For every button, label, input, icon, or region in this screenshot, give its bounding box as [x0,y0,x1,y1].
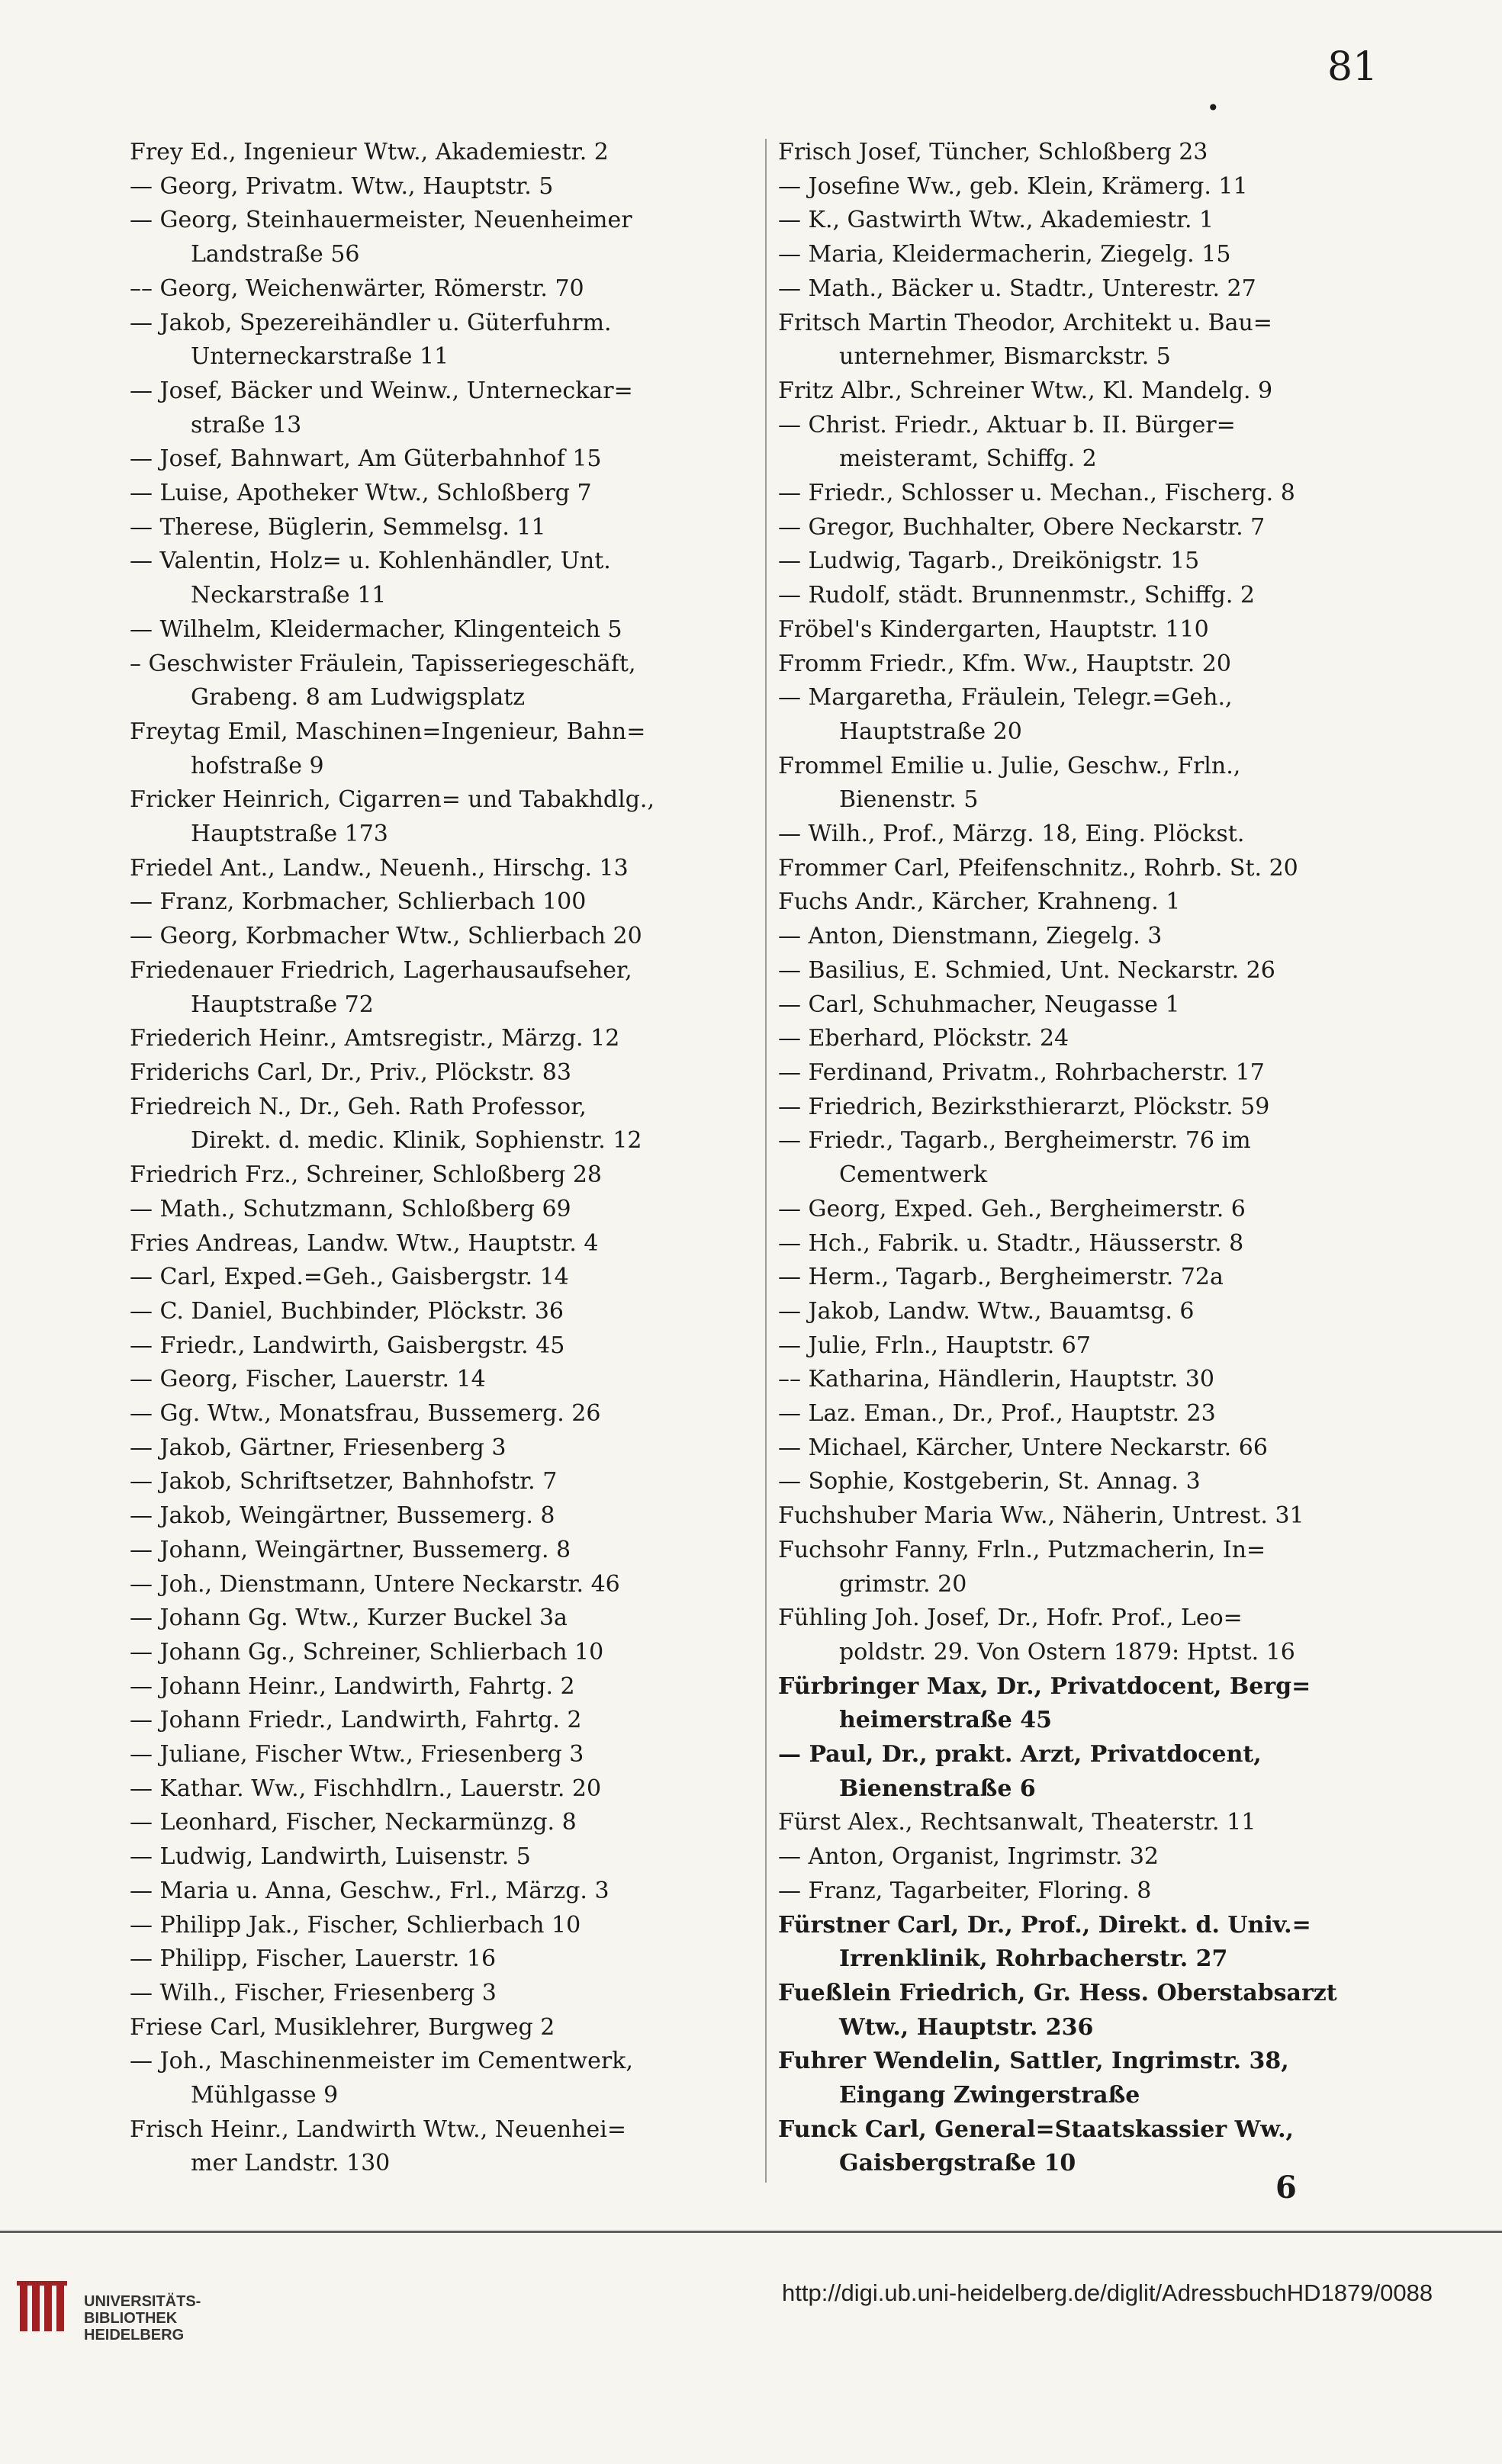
entry-line: –– Georg, Weichenwärter, Römerstr. 70 [130,275,584,302]
entry-line: Friederich Heinr., Amtsregistr., Märzg. 12 [130,1025,620,1052]
directory-entry [130,1875,763,1909]
entry-line: — Therese, Büglerin, Semmelsg. 11 [130,513,546,541]
entry-line: — Anton, Organist, Ingrimstr. 32 [778,1843,1159,1871]
source-url[interactable]: http://digi.ub.uni-heidelberg.de/diglit/AdressbuchHD1879/0088 [782,2279,1433,2306]
entry-line: Frommel Emilie u. Julie, Geschw., Frln., [778,752,1241,779]
directory-entry [778,1840,1423,1875]
directory-entry [130,852,763,886]
directory-entry [778,920,1423,954]
directory-entry [130,954,763,1022]
entry-line: Fromm Friedr., Kfm. Ww., Hauptstr. 20 [778,650,1231,677]
directory-entry [130,920,763,954]
directory-entry [778,204,1423,238]
directory-entry [130,1295,763,1329]
directory-entry [130,477,763,511]
entry-continuation-line: Gaisbergstraße 10 [839,2150,1076,2177]
entry-continuation-line: Cementwerk [839,1161,988,1189]
footer [0,2231,1502,2464]
entry-line: — Georg, Korbmacher Wtw., Schlierbach 20 [130,923,642,950]
entry-line: — Friedr., Tagarb., Bergheimerstr. 76 im [778,1127,1251,1155]
directory-entry [130,1261,763,1295]
entry-line: — Basilius, E. Schmied, Unt. Neckarstr. 26 [778,956,1275,984]
entry-line: — Margaretha, Fräulein, Telegr.=Geh., [778,684,1233,712]
entry-line: — Juliane, Fischer Wtw., Friesenberg 3 [130,1741,584,1768]
entry-line: Funck Carl, General=Staatskassier Ww., [778,2115,1294,2143]
directory-entry [130,442,763,477]
entry-line: — Kathar. Ww., Fischhdlrn., Lauerstr. 20 [130,1775,602,1802]
entry-continuation-line: Direkt. d. medic. Klinik, Sophienstr. 12 [191,1127,642,1155]
entry-line: — Math., Bäcker u. Stadtr., Unterestr. 27 [778,275,1256,302]
entry-line: Frisch Josef, Tüncher, Schloßberg 23 [778,139,1208,165]
entry-line: — Jakob, Weingärtner, Bussemerg. 8 [130,1502,555,1530]
entry-line: — Hch., Fabrik. u. Stadtr., Häusserstr. 8 [778,1229,1244,1257]
directory-entry [778,1022,1423,1056]
entry-line: — Wilhelm, Kleidermacher, Klingenteich 5 [130,615,622,643]
entry-line: — Gregor, Buchhalter, Obere Neckarstr. 7 [778,513,1266,541]
entry-line: Friderichs Carl, Dr., Priv., Plöckstr. 83 [130,1059,571,1086]
directory-entry [130,1636,763,1670]
directory-entry [130,1534,763,1568]
entry-line: — Georg, Fischer, Lauerstr. 14 [130,1366,486,1393]
entry-continuation-line: Irrenklinik, Rohrbacherstr. 27 [839,1945,1228,1973]
directory-entry [778,1806,1423,1840]
entry-line: — Josef, Bäcker und Weinw., Unterneckar= [130,377,633,404]
entry-line: — Friedrich, Bezirksthierarzt, Plöckstr. 59 [778,1093,1270,1120]
directory-entry [778,1295,1423,1329]
entry-line: Fühling Joh. Josef, Dr., Hofr. Prof., Leo= [778,1605,1243,1632]
entry-line: — Ludwig, Landwirth, Luisenstr. 5 [130,1843,531,1871]
directory-entry [130,1465,763,1499]
entry-line: — Maria u. Anna, Geschw., Frl., Märzg. 3 [130,1877,609,1904]
directory-entry [778,885,1423,920]
entry-line: — Ludwig, Tagarb., Dreikönigstr. 15 [778,548,1200,575]
entry-line: — Georg, Steinhauermeister, Neuenheimer [130,207,632,234]
entry-line: — Johann Gg., Schreiner, Schlierbach 10 [130,1638,604,1666]
entry-line: — Math., Schutzmann, Schloßberg 69 [130,1195,571,1222]
directory-entry [778,1499,1423,1534]
directory-entry [130,204,763,271]
entry-line: — Leonhard, Fischer, Neckarmünzg. 8 [130,1809,577,1836]
directory-entry [778,1397,1423,1431]
entry-line: Fuchshuber Maria Ww., Näherin, Untrest. 31 [778,1502,1304,1530]
directory-entry [130,1568,763,1602]
directory-entry [130,1601,763,1636]
entry-line: — Eberhard, Plöckstr. 24 [778,1025,1069,1052]
directory-entry [130,613,763,647]
library-name-line3: HEIDELBERG [84,2327,185,2344]
entry-line: — Wilh., Fischer, Friesenberg 3 [130,1979,497,2006]
entry-continuation-line: Eingang Zwingerstraße [839,2082,1140,2109]
directory-entry [130,1738,763,1772]
directory-entry [130,1977,763,2011]
directory-entry [130,783,763,851]
entry-continuation-line: mer Landstr. 130 [191,2150,391,2177]
directory-entry [778,1909,1423,1977]
entry-continuation-line: Neckarstraße 11 [191,582,387,609]
printer-dot: • [1207,95,1220,120]
entry-line: — Jakob, Gärtner, Friesenberg 3 [130,1434,507,1461]
entry-continuation-line: Bienenstr. 5 [839,786,979,814]
entry-line: Fröbel's Kindergarten, Hauptstr. 110 [778,615,1209,643]
entry-line: — Ferdinand, Privatm., Rohrbacherstr. 17 [778,1059,1265,1086]
directory-entry [778,238,1423,272]
entry-line: — Carl, Schuhmacher, Neugasse 1 [778,991,1180,1018]
entry-line: — Jakob, Spezereihändler u. Güterfuhrm. [130,309,612,336]
directory-entry [778,409,1423,477]
directory-entry [130,1772,763,1807]
entry-line: — Joh., Maschinenmeister im Cementwerk, [130,2048,633,2075]
entry-continuation-line: straße 13 [191,411,302,439]
entry-line: — Anton, Dienstmann, Ziegelg. 3 [778,923,1163,950]
directory-entry [130,136,763,170]
directory-entry [778,1193,1423,1227]
right-column [778,136,1423,2181]
entry-line: — Georg, Privatm. Wtw., Hauptstr. 5 [130,172,554,200]
library-name-line2: BIBLIOTHEK [84,2310,178,2327]
directory-entry [130,2113,763,2181]
entry-line: – Geschwister Fräulein, Tapisseriegeschäft, [130,650,636,677]
entry-line: — C. Daniel, Buchbinder, Plöckstr. 36 [130,1297,564,1325]
entry-continuation-line: heimerstraße 45 [839,1707,1052,1734]
entry-continuation-line: Unterneckarstraße 11 [191,343,449,371]
directory-entry [778,1670,1423,1738]
directory-entry [778,579,1423,613]
entry-line: — K., Gastwirth Wtw., Akademiestr. 1 [778,207,1214,234]
entry-continuation-line: Wtw., Hauptstr. 236 [839,2013,1094,2041]
entry-line: Frey Ed., Ingenieur Wtw., Akademiestr. 2 [130,139,609,165]
directory-entry [130,1942,763,1977]
left-column [130,136,763,2181]
entry-line: Fueßlein Friedrich, Gr. Hess. Oberstabsarzt [778,1979,1337,2006]
entry-line: — Maria, Kleidermacherin, Ziegelg. 15 [778,241,1231,268]
directory-entry [130,1704,763,1738]
directory-entry [778,1465,1423,1499]
entry-continuation-line: Grabeng. 8 am Ludwigsplatz [191,684,526,712]
directory-entry [130,1499,763,1534]
entry-line: Fürbringer Max, Dr., Privatdocent, Berg= [778,1672,1311,1700]
directory-entry [130,2045,763,2112]
directory-entry [778,511,1423,545]
directory-entry [778,1227,1423,1261]
directory-entry [130,1397,763,1431]
entry-line: — Johann Friedr., Landwirth, Fahrtg. 2 [130,1707,582,1734]
entry-line: Fuchsohr Fanny, Frln., Putzmacherin, In= [778,1536,1266,1563]
entry-line: Friedenauer Friedrich, Lagerhausaufseher, [130,956,632,984]
directory-entry [130,1227,763,1261]
directory-entry [778,2045,1423,2112]
entry-line: — Philipp Jak., Fischer, Schlierbach 10 [130,1911,581,1939]
entry-line: Fries Andreas, Landw. Wtw., Hauptstr. 4 [130,1229,599,1257]
entry-line: — Luise, Apotheker Wtw., Schloßberg 7 [130,480,592,507]
directory-entry [130,1431,763,1466]
column-divider [765,139,767,2183]
library-logo-icon [15,2278,76,2342]
entry-line: — Carl, Exped.=Geh., Gaisbergstr. 14 [130,1264,569,1291]
directory-entry [778,374,1423,409]
directory-entry [130,374,763,442]
directory-entry [778,1738,1423,1806]
library-name-line1: UNIVERSITÄTS- [84,2293,201,2310]
entry-line: — Wilh., Prof., Märzg. 18, Eing. Plöckst. [778,821,1245,848]
entry-line: Freytag Emil, Maschinen=Ingenieur, Bahn= [130,718,646,745]
directory-entry [130,1193,763,1227]
entry-line: Fritz Albr., Schreiner Wtw., Kl. Mandelg. 9 [778,377,1273,404]
entry-continuation-line: Bienenstraße 6 [839,1775,1036,1802]
directory-entry [130,885,763,920]
directory-entry [130,272,763,307]
directory-entry [130,647,763,715]
directory-entry [130,1158,763,1193]
directory-entry [778,1601,1423,1669]
entry-line: Fritsch Martin Theodor, Architekt u. Bau= [778,309,1272,336]
entry-continuation-line: Hauptstraße 72 [191,991,374,1018]
entry-continuation-line: Hauptstraße 173 [191,821,388,848]
directory-entry [130,511,763,545]
entry-line: — Friedr., Landwirth, Gaisbergstr. 45 [130,1332,565,1359]
entry-line: Fuchs Andr., Kärcher, Krahneng. 1 [778,888,1181,916]
directory-entry [130,1022,763,1056]
directory-entry [130,1909,763,1943]
signature-mark: 6 [1275,2170,1297,2205]
entry-line: Friedrich Frz., Schreiner, Schloßberg 28 [130,1161,603,1189]
directory-entry [778,2113,1423,2181]
entry-line: Frommer Carl, Pfeifenschnitz., Rohrb. St. 20 [778,854,1298,882]
directory-entry [778,647,1423,682]
entry-continuation-line: Mühlgasse 9 [191,2082,339,2109]
entry-line: Friedel Ant., Landw., Neuenh., Hirschg. 13 [130,854,629,882]
directory-entry [778,1261,1423,1295]
entry-continuation-line: Landstraße 56 [191,241,360,268]
directory-entry [130,1329,763,1364]
directory-entry [778,1329,1423,1364]
page-number: 81 [1327,44,1378,90]
entry-continuation-line: hofstraße 9 [191,752,324,779]
directory-entry [778,1363,1423,1397]
entry-line: — Gg. Wtw., Monatsfrau, Bussemerg. 26 [130,1400,601,1428]
directory-entry [778,818,1423,852]
directory-entry [778,1091,1423,1125]
directory-entry [778,1977,1423,2045]
directory-entry [778,545,1423,579]
entry-line: Fricker Heinrich, Cigarren= und Tabakhdlg., [130,786,655,814]
directory-entry [778,681,1423,749]
entry-line: — Paul, Dr., prakt. Arzt, Privatdocent, [778,1741,1262,1768]
directory-entry [130,1056,763,1091]
directory-entry [778,852,1423,886]
directory-entry [778,1875,1423,1909]
entry-line: Fuhrer Wendelin, Sattler, Ingrimstr. 38, [778,2048,1289,2075]
entry-line: Frisch Heinr., Landwirth Wtw., Neuenhei= [130,2115,626,2143]
entry-line: — Herm., Tagarb., Bergheimerstr. 72a [778,1264,1224,1291]
entry-line: — Johann Heinr., Landwirth, Fahrtg. 2 [130,1672,575,1700]
directory-entry [130,1363,763,1397]
footer-rule [0,2231,1502,2233]
directory-entry [130,1670,763,1704]
directory-entry [130,715,763,783]
directory-entry [778,136,1423,170]
directory-entry [778,1056,1423,1091]
entry-line: — Georg, Exped. Geh., Bergheimerstr. 6 [778,1195,1246,1222]
entry-line: — Josefine Ww., geb. Klein, Krämerg. 11 [778,172,1248,200]
directory-entry [778,272,1423,307]
entry-continuation-line: grimstr. 20 [839,1570,967,1598]
directory-entry [130,1840,763,1875]
directory-entry [778,1431,1423,1466]
directory-entry [778,954,1423,988]
entry-line: Fürst Alex., Rechtsanwalt, Theaterstr. 11 [778,1809,1256,1836]
directory-entry [130,170,763,204]
entry-line: — Jakob, Landw. Wtw., Bauamtsg. 6 [778,1297,1195,1325]
entry-line: — Friedr., Schlosser u. Mechan., Fischerg. 8 [778,480,1295,507]
directory-entry [130,2011,763,2045]
directory-entry [130,1806,763,1840]
entry-line: — Josef, Bahnwart, Am Güterbahnhof 15 [130,445,602,473]
entry-line: — Joh., Dienstmann, Untere Neckarstr. 46 [130,1570,620,1598]
entry-line: — Christ. Friedr., Aktuar b. II. Bürger= [778,411,1236,439]
entry-line: Fürstner Carl, Dr., Prof., Direkt. d. Univ.= [778,1911,1311,1939]
directory-entry [778,1124,1423,1192]
entry-continuation-line: poldstr. 29. Von Ostern 1879: Hptst. 16 [839,1638,1295,1666]
entry-line: — Laz. Eman., Dr., Prof., Hauptstr. 23 [778,1400,1216,1428]
entry-line: — Philipp, Fischer, Lauerstr. 16 [130,1945,497,1973]
directory-entry [778,1534,1423,1601]
directory-entry [130,1091,763,1158]
directory-entry [130,307,763,374]
directory-entry [778,613,1423,647]
entry-line: Friedreich N., Dr., Geh. Rath Professor, [130,1093,587,1120]
directory-entry [778,477,1423,511]
entry-line: — Jakob, Schriftsetzer, Bahnhofstr. 7 [130,1468,558,1495]
entry-continuation-line: Hauptstraße 20 [839,718,1022,745]
entry-line: — Julie, Frln., Hauptstr. 67 [778,1332,1091,1359]
entry-line: –– Katharina, Händlerin, Hauptstr. 30 [778,1366,1214,1393]
entry-line: — Johann Gg. Wtw., Kurzer Buckel 3a [130,1605,568,1632]
directory-entry [778,307,1423,374]
entry-continuation-line: unternehmer, Bismarckstr. 5 [839,343,1171,371]
library-name [84,2293,201,2344]
entry-line: — Rudolf, städt. Brunnenmstr., Schiffg. 2 [778,582,1256,609]
entry-line: Friese Carl, Musiklehrer, Burgweg 2 [130,2013,555,2041]
directory-entry [778,988,1423,1023]
entry-line: — Sophie, Kostgeberin, St. Annag. 3 [778,1468,1201,1495]
directory-entry [130,545,763,612]
directory-entry [778,750,1423,818]
entry-line: — Johann, Weingärtner, Bussemerg. 8 [130,1536,571,1563]
entry-line: — Franz, Korbmacher, Schlierbach 100 [130,888,587,916]
entry-line: — Franz, Tagarbeiter, Floring. 8 [778,1877,1152,1904]
directory-entry [778,170,1423,204]
entry-line: — Michael, Kärcher, Untere Neckarstr. 66 [778,1434,1268,1461]
entry-line: — Valentin, Holz= u. Kohlenhändler, Unt. [130,548,611,575]
entry-continuation-line: meisteramt, Schiffg. 2 [839,445,1097,473]
